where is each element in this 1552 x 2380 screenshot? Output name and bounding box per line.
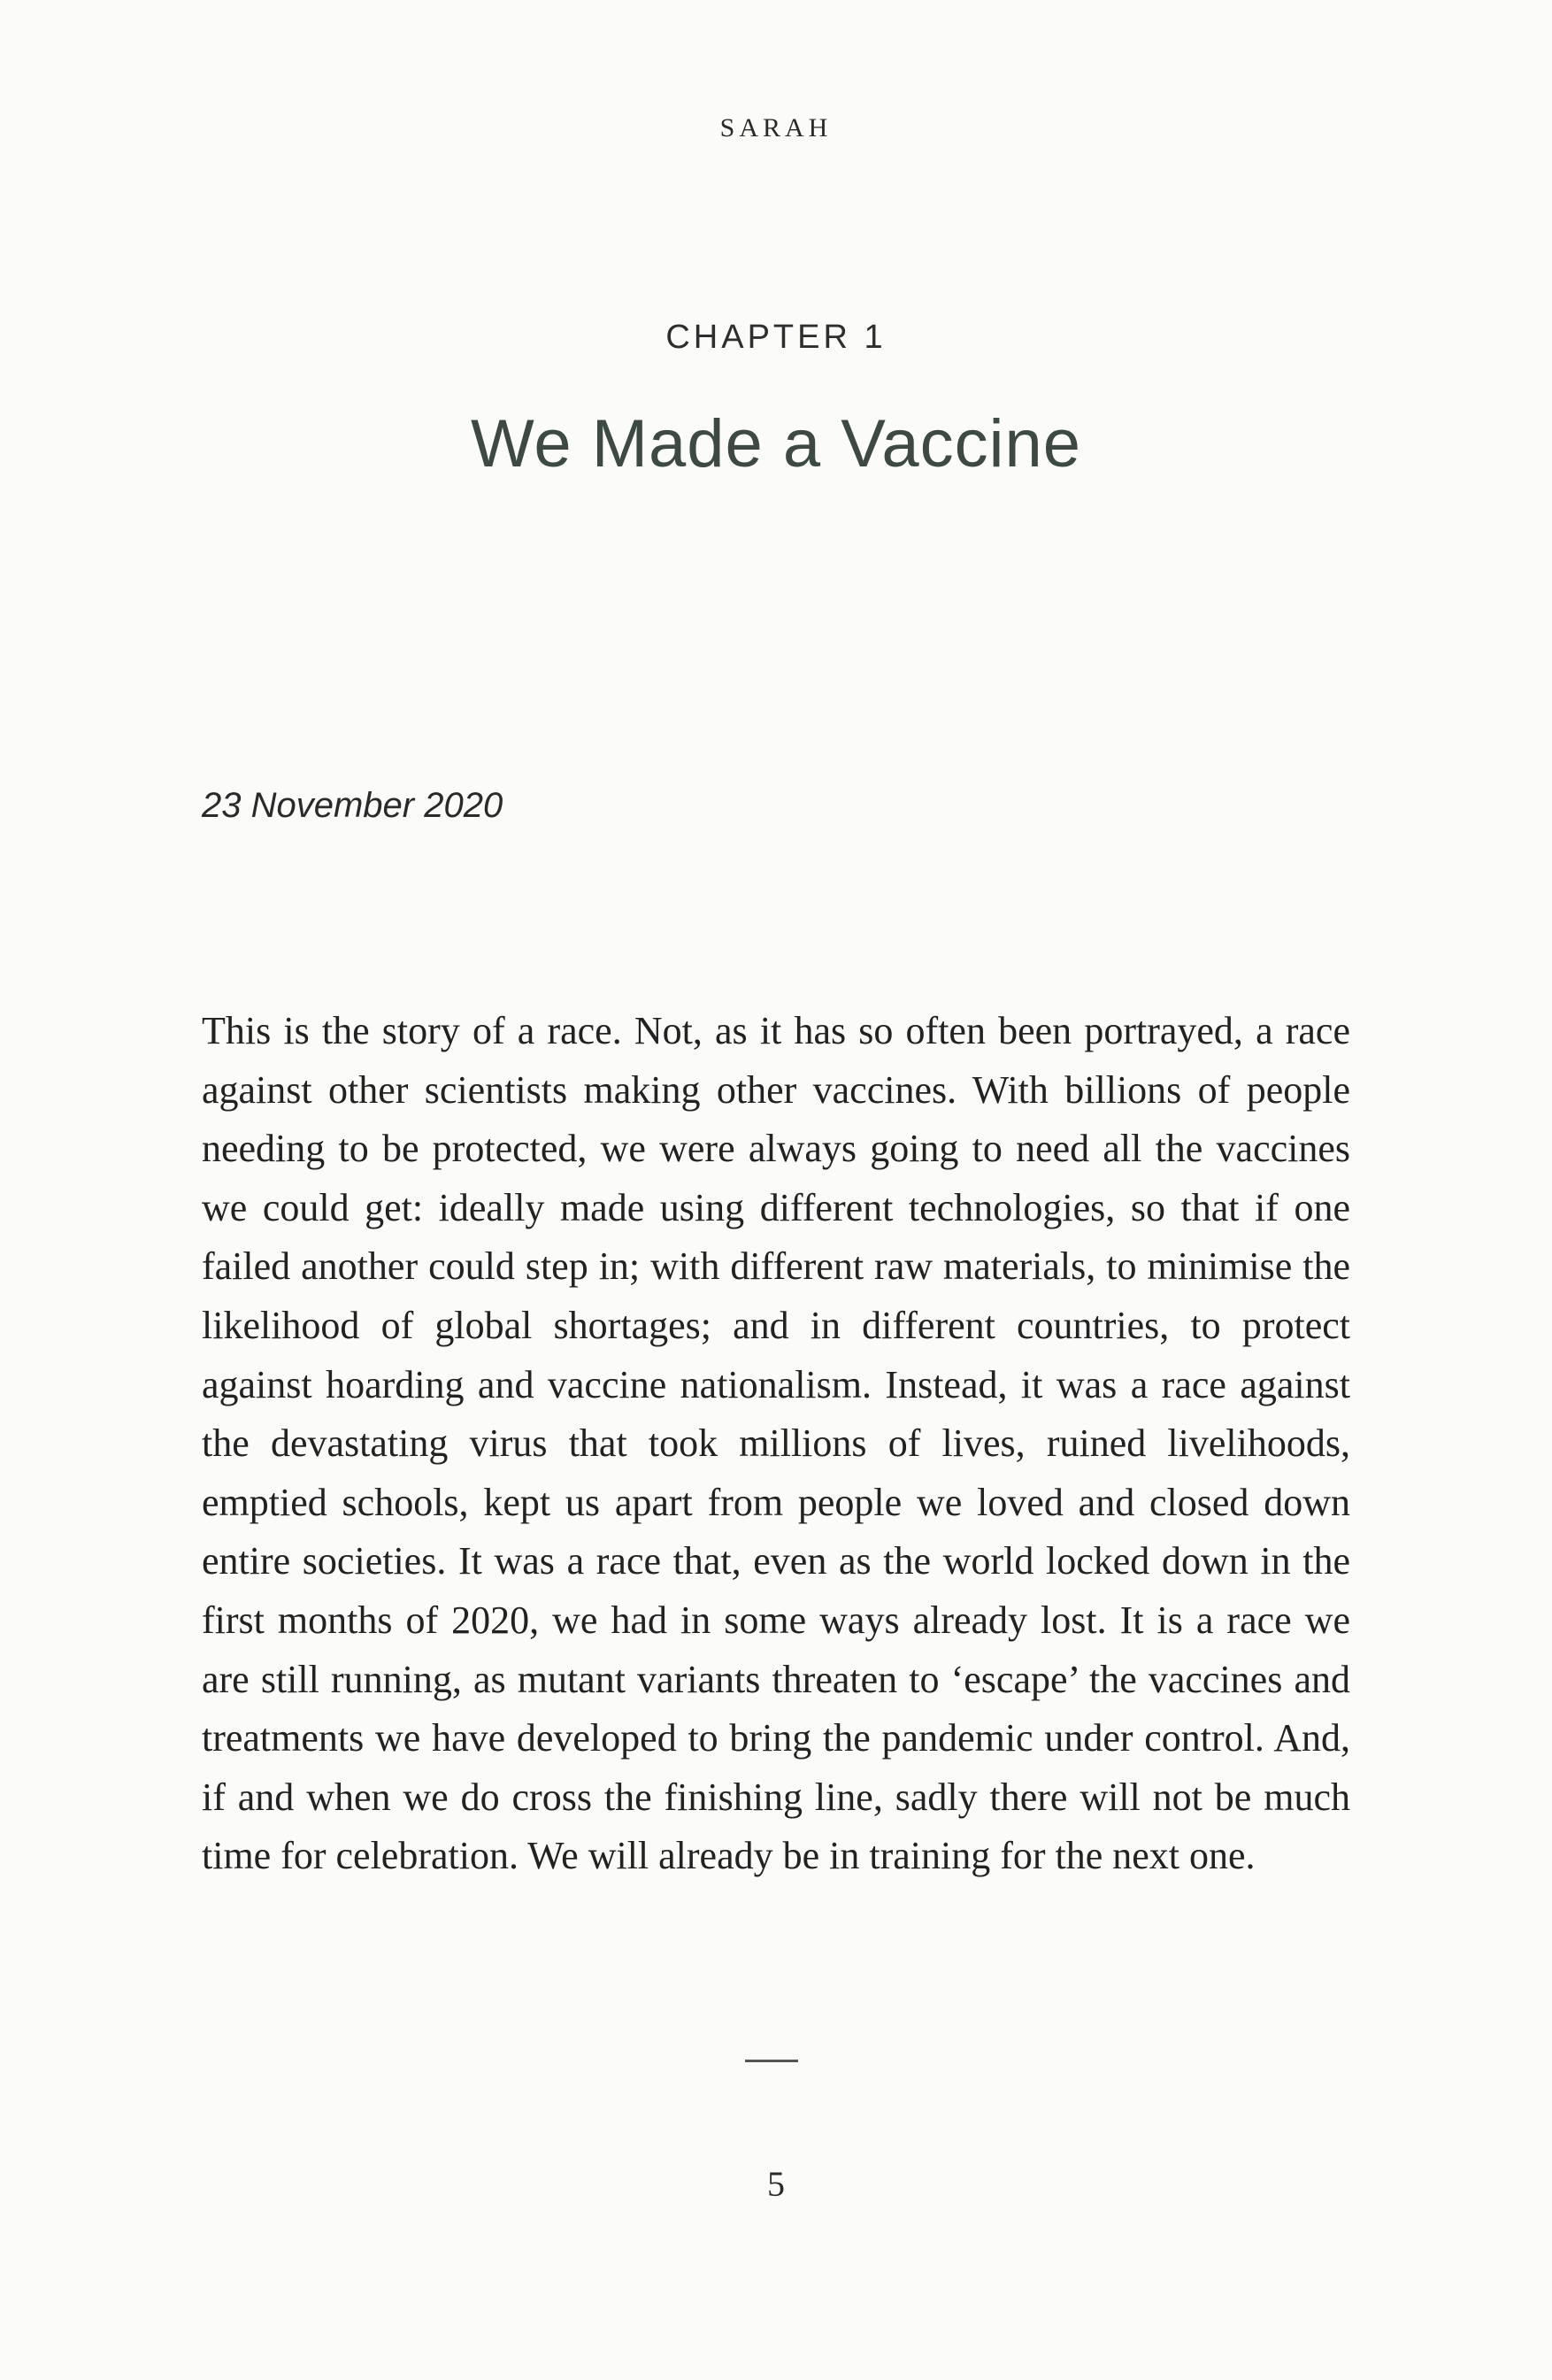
page-number: 5	[767, 2164, 785, 2204]
body-paragraph: This is the story of a race. Not, as it has so often been portrayed, a race against other scientists making other vaccines. With billions of people needing to be protected, we were always going to need all the vaccines we could get: ideally made using different technologies, so that if one failed another could step in; with different raw materials, to minimise the likelihood of global shortages; and in different countries, to protect against hoarding and vaccine nationalism. Instead, it was a race against the devastating virus that took millions of lives, ruined livelihoods, emptied schools, kept us apart from people we loved and closed down entire societies. It was a race that, even as the world locked down in the first months of 2020, we had in some ways already lost. It is a race we are still running, as mutant variants threaten to ‘escape’ the vaccines and treatments we have developed to bring the pandemic under control. And, if and when we do cross the finishing line, sadly there will not be much time for celebration. We will already be in training for the next one.	[202, 1009, 1350, 1878]
running-head: SARAH	[719, 113, 833, 142]
dateline: 23 November 2020	[202, 786, 503, 825]
chapter-label: CHAPTER 1	[665, 319, 887, 356]
section-break-rule	[745, 2060, 798, 2062]
chapter-title: We Made a Vaccine	[470, 406, 1082, 481]
